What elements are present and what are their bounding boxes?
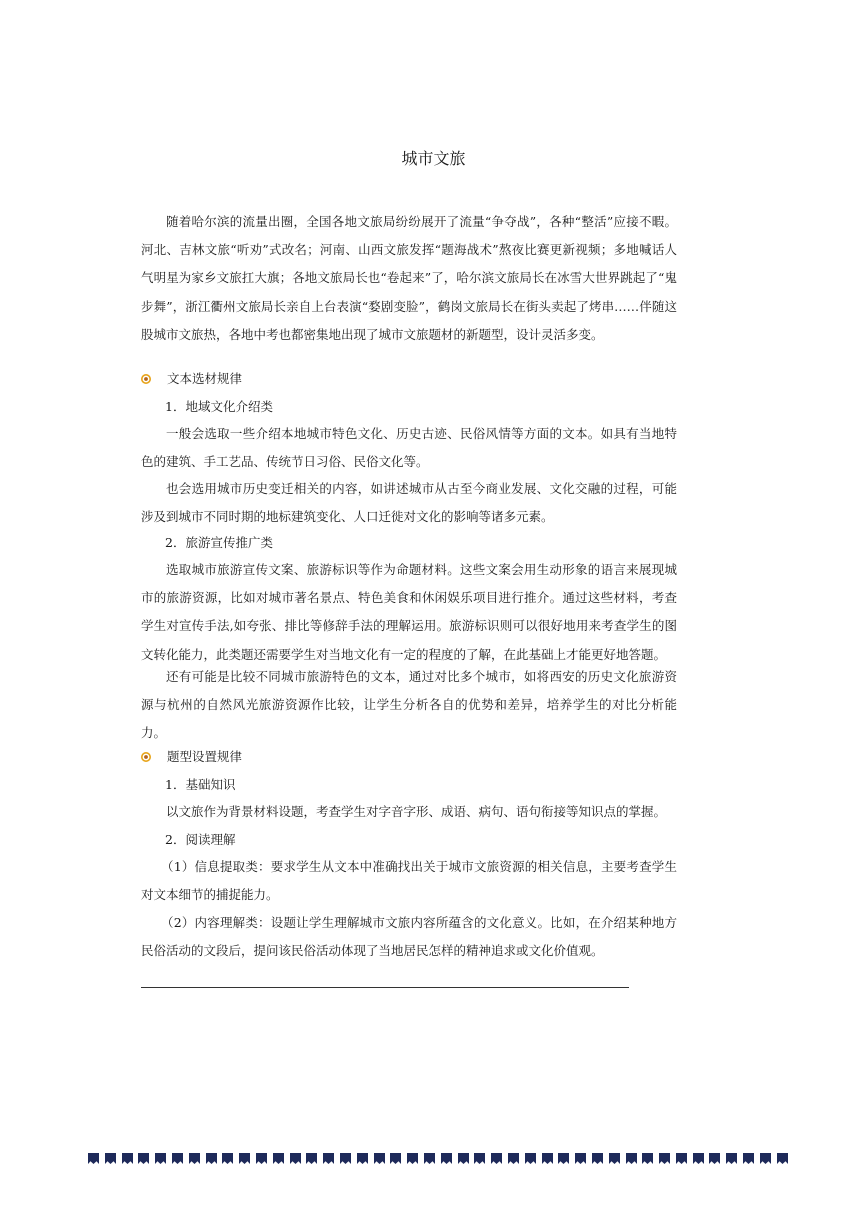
flag-mark-icon xyxy=(222,1153,233,1164)
page-title: 城市文旅 xyxy=(401,149,466,168)
flag-mark-icon xyxy=(206,1153,217,1164)
intro-paragraph: 随着哈尔滨的流量出圈，全国各地文旅局纷纷展开了流量“争夺战”，各种“整活”应接不暇。河北、吉林文旅“听劝”式改名；河南、山西文旅发挥“题海战术”熬夜比赛更新视频；多地喊话人气明星为家乡文旅扛大旗；各地文旅局长也“卷起来”了，哈尔滨文旅局长在冰雪大世界跳起了“鬼步舞”，浙江衢州文旅局长亲自上台表演“婺剧变脸”，鹤岗文旅局长在街头卖起了烤串……伴随这股城市文旅热，各地中考也都密集地出现了城市文旅题材的新题型，设计灵活多变。 xyxy=(141,214,677,342)
flag-mark-icon xyxy=(306,1153,317,1164)
flag-mark-icon xyxy=(458,1153,469,1164)
flag-mark-icon xyxy=(323,1153,334,1164)
sub-heading-reading-comprehension: 2．阅读理解 xyxy=(165,832,236,847)
flag-mark-icon xyxy=(726,1153,737,1164)
flag-mark-icon xyxy=(693,1153,704,1164)
flag-mark-icon xyxy=(172,1153,183,1164)
flag-mark-icon xyxy=(424,1153,435,1164)
sub-heading-regional-culture: 1．地域文化介绍类 xyxy=(165,399,273,414)
bullet-icon xyxy=(141,374,151,384)
paragraph: 还有可能是比较不同城市旅游特色的文本，通过对比多个城市，如将西安的历史文化旅游资源与杭州的自然风光旅游资源作比较，让学生分析各自的优势和差异，培养学生的对比分析能力。 xyxy=(141,669,677,741)
bullet-icon xyxy=(141,752,151,762)
flag-mark-icon xyxy=(491,1153,502,1164)
paragraph: 也会选用城市历史变迁相关的内容，如讲述城市从古至今商业发展、文化交融的过程，可能涉及到城市不同时期的地标建筑变化、人口迁徙对文化的影响等诸多元素。 xyxy=(141,481,677,525)
sub-heading-basic-knowledge: 1．基础知识 xyxy=(165,777,236,792)
paragraph: 以文旅作为背景材料设题，考查学生对字音字形、成语、病句、语句衔接等知识点的掌握。 xyxy=(166,804,667,819)
flag-mark-icon xyxy=(743,1153,754,1164)
flag-mark-icon xyxy=(138,1153,149,1164)
flag-mark-icon xyxy=(676,1153,687,1164)
flag-mark-icon xyxy=(407,1153,418,1164)
flag-mark-icon xyxy=(760,1153,771,1164)
paragraph: 一般会选取一些介绍本地城市特色文化、历史古迹、民俗风情等方面的文本。如具有当地特色的建筑、手工艺品、传统节日习俗、民俗文化等。 xyxy=(141,426,677,470)
flag-mark-icon xyxy=(558,1153,569,1164)
flag-mark-icon xyxy=(290,1153,301,1164)
sub-heading-tourism-promotion: 2．旅游宣传推广类 xyxy=(165,535,273,550)
flag-mark-icon xyxy=(105,1153,116,1164)
section-heading-label: 文本选材规律 xyxy=(167,371,243,386)
paragraph: （1）信息提取类：要求学生从文本中准确找出关于城市文旅资源的相关信息，主要考查学生对文本细节的捕捉能力。 xyxy=(141,859,677,903)
flag-mark-icon xyxy=(709,1153,720,1164)
paragraph: （2）内容理解类：设题让学生理解城市文旅内容所蕴含的文化意义。比如，在介绍某种地方民俗活动的文段后，提问该民俗活动体现了当地居民怎样的精神追求或文化价值观。 xyxy=(141,915,677,959)
footer-decoration xyxy=(88,1153,788,1167)
flag-mark-icon xyxy=(441,1153,452,1164)
flag-mark-icon xyxy=(777,1153,788,1164)
flag-mark-icon xyxy=(609,1153,620,1164)
flag-mark-icon xyxy=(239,1153,250,1164)
section-heading-question-types xyxy=(141,747,242,767)
flag-mark-icon xyxy=(374,1153,385,1164)
flag-mark-icon xyxy=(256,1153,267,1164)
flag-mark-icon xyxy=(542,1153,553,1164)
divider-line xyxy=(141,987,629,988)
flag-mark-icon xyxy=(273,1153,284,1164)
flag-mark-icon xyxy=(474,1153,485,1164)
flag-mark-icon xyxy=(642,1153,653,1164)
section-heading-label: 题型设置规律 xyxy=(167,749,243,764)
flag-mark-icon xyxy=(122,1153,133,1164)
flag-mark-icon xyxy=(592,1153,603,1164)
flag-mark-icon xyxy=(575,1153,586,1164)
flag-mark-icon xyxy=(508,1153,519,1164)
flag-mark-icon xyxy=(189,1153,200,1164)
section-heading-text-selection xyxy=(141,369,242,389)
flag-mark-icon xyxy=(155,1153,166,1164)
flag-mark-icon xyxy=(340,1153,351,1164)
flag-mark-icon xyxy=(659,1153,670,1164)
flag-mark-icon xyxy=(525,1153,536,1164)
flag-mark-icon xyxy=(88,1153,99,1164)
flag-mark-icon xyxy=(357,1153,368,1164)
flag-mark-icon xyxy=(390,1153,401,1164)
flag-mark-icon xyxy=(626,1153,637,1164)
paragraph: 选取城市旅游宣传文案、旅游标识等作为命题材料。这些文案会用生动形象的语言来展现城市的旅游资源，比如对城市著名景点、特色美食和休闲娱乐项目进行推介。通过这些材料，考查学生对宣传手法,如夸张、排比等修辞手法的理解运用。旅游标识则可以很好地用来考查学生的图文转化能力，此类题还需要学生对当地文化有一定的程度的了解，在此基础上才能更好地答题。 xyxy=(141,562,677,662)
